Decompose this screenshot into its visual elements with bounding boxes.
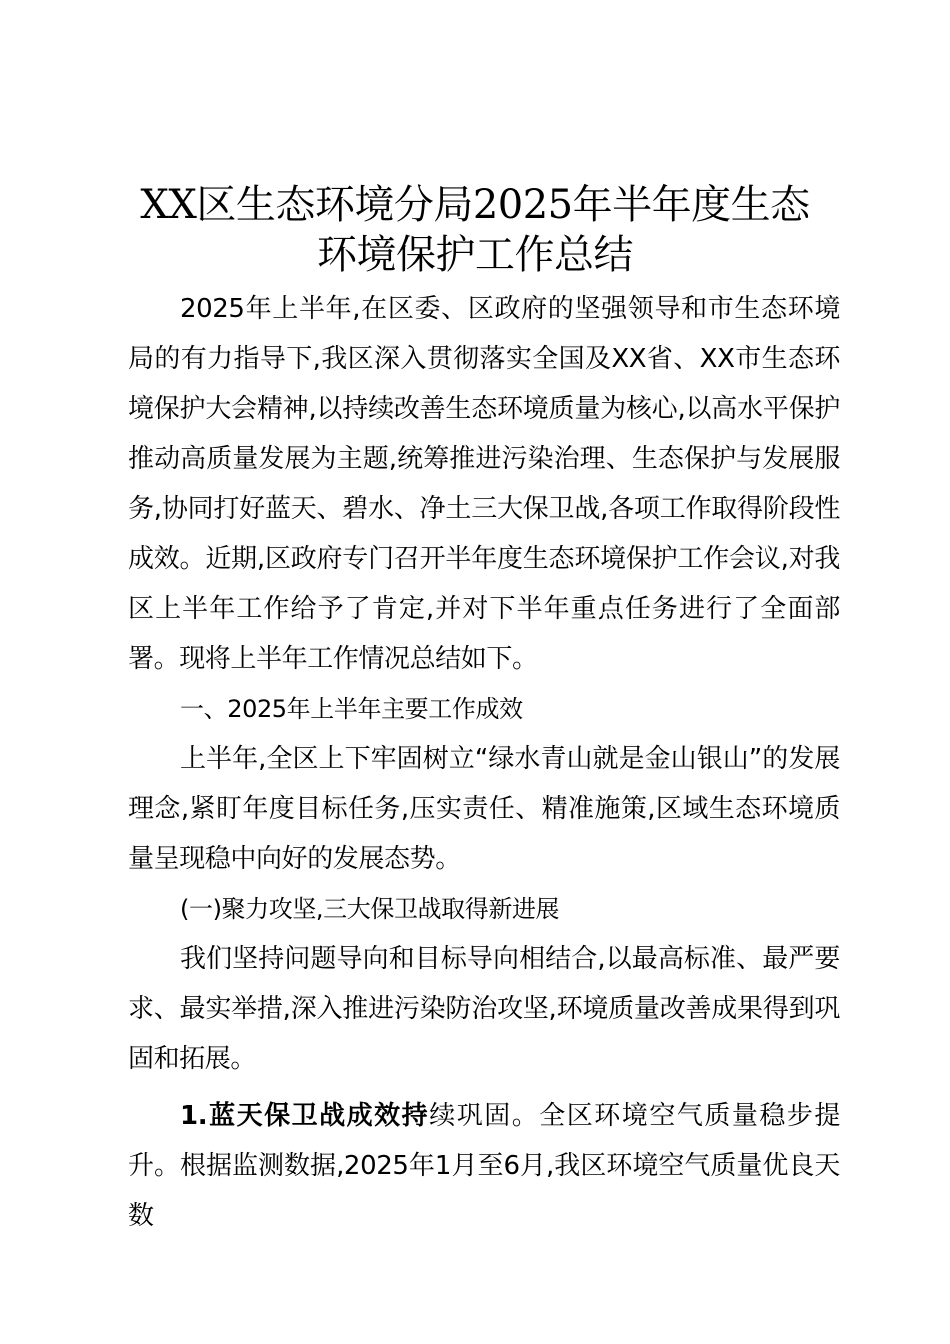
item-text: 续巩固。全区环境空气质量稳步提升。根据监测数据,2025年1月至6月,我区环境空气质量优良天数 [128, 1101, 840, 1231]
title-line-2: 环境保护工作总结 [317, 232, 633, 278]
item-paragraph [128, 1091, 840, 1241]
subsection-paragraph: 我们坚持问题导向和目标导向相结合,以最高标准、最严要求、最实举措,深入推进污染防治攻坚,环境质量改善成果得到巩固和拓展。 [128, 944, 840, 1074]
subsection-heading: (一)聚力攻坚,三大保卫战取得新进展 [180, 895, 560, 923]
title-line-1: XX区生态环境分局2025年半年度生态 [140, 182, 810, 228]
document-title [100, 180, 850, 280]
section-paragraph: 上半年,全区上下牢固树立“绿水青山就是金山银山”的发展理念,紧盯年度目标任务,压实责任、精准施策,区域生态环境质量呈现稳中向好的发展态势。 [128, 744, 840, 874]
document-body [128, 284, 840, 1241]
section-heading: 一、2025年上半年主要工作成效 [180, 695, 523, 723]
item-lead-bold: 1.蓝天保卫战成效持 [180, 1101, 430, 1131]
intro-paragraph: 2025年上半年,在区委、区政府的坚强领导和市生态环境局的有力指导下,我区深入贯彻落实全国及XX省、XX市生态环境保护大会精神,以持续改善生态环境质量为核心,以高水平保护推动高质量发展为主题,统筹推进污染治理、生态保护与发展服务,协同打好蓝天、碧水、净土三大保卫战,各项工作取得阶段性成效。近期,区政府专门召开半年度生态环境保护工作会议,对我区上半年工作给予了肯定,并对下半年重点任务进行了全面部署。现将上半年工作情况总结如下。 [128, 294, 840, 674]
